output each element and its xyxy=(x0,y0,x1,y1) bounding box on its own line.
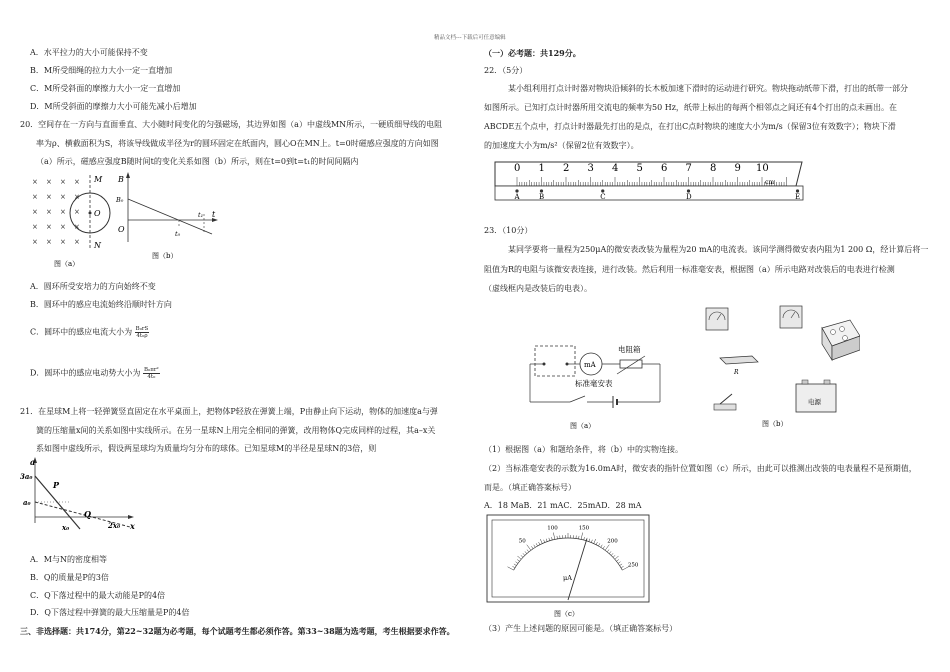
label-m: M xyxy=(94,175,103,184)
field-cross: × xyxy=(74,178,80,186)
caption-fig-a-23: 图（a） xyxy=(570,422,596,430)
prev-option-c: C．M所受斜面的摩擦力大小一定一直增加 xyxy=(30,84,181,93)
label-p: P xyxy=(53,480,60,490)
q21-option-a: A．M与N的密度相等 xyxy=(30,555,107,564)
label-n: N xyxy=(94,241,101,250)
prev-option-a: A．水平拉力的大小可能保持不变 xyxy=(30,48,148,57)
axis-t: t xyxy=(212,210,216,219)
q23-circuit-a xyxy=(525,330,675,430)
q23-figure-b xyxy=(700,300,860,430)
ruler-number: 10 xyxy=(756,163,769,174)
field-cross: × xyxy=(74,238,80,246)
tape-point-label: B xyxy=(539,193,545,201)
magnetic-field-crosses xyxy=(32,178,80,246)
ruler-number: 2 xyxy=(563,163,570,174)
q21-line-1: 21．在星球M上将一轻弹簧竖直固定在水平桌面上，把物体P轻放在弹簧上端，P由静止向下运动，物体的加速度a与弹 xyxy=(20,407,438,416)
q23-line-2: 阻值为R的电阻与该微安表连接，进行改装。然后利用一标准毫安表，根据图（a）所示电路对改装后的电表进行检测 xyxy=(484,265,895,274)
q21-option-d: D．Q下落过程中弹簧的最大压缩量是P的4倍 xyxy=(30,608,190,617)
field-cross: × xyxy=(60,238,66,246)
field-cross: × xyxy=(32,178,38,186)
q23-part2-line2: 而是。（填正确答案标号） xyxy=(484,483,576,492)
section-3-heading: 三、非选择题：共174分，第22~32题为必考题，每个试题考生都必须作答。第33~38题为选考题，考生根据要求作答。 xyxy=(20,626,455,636)
tick-3a0: 3a₀ xyxy=(20,472,33,481)
q20-option-c xyxy=(30,326,149,339)
field-cross: × xyxy=(46,223,52,231)
tick-b0: B₀ xyxy=(116,196,124,204)
ruler-unit: cm xyxy=(765,179,775,186)
field-cross: × xyxy=(32,208,38,216)
meter-tick-label: 50 xyxy=(518,538,526,545)
field-cross: × xyxy=(32,193,38,201)
tape-point-label: E xyxy=(795,193,801,201)
caption-fig-c: 图（c） xyxy=(554,610,579,618)
tick-x0: x₀ xyxy=(62,523,70,532)
meter-tick-label: 200 xyxy=(607,538,618,545)
field-cross: × xyxy=(60,208,66,216)
resistor-label: R xyxy=(734,369,739,376)
q22-line-1: 某小组利用打点计时器对物块沿倾斜的长木板加速下滑时的运动进行研究。物块拖动纸带下滑，打出的纸带一部分 xyxy=(508,84,908,93)
section-required: （一）必考题：共129分。 xyxy=(484,48,581,58)
label-q: Q xyxy=(84,509,91,519)
origin-o: O xyxy=(118,225,125,234)
q23-part2-line1: （2）当标准毫安表的示数为16.0mA时，微安表的指针位置如图（c）所示，由此可以推测出改装的电表量程不是预期值， xyxy=(484,464,917,473)
field-cross: × xyxy=(46,178,52,186)
q20-line-1: 20．空间存在一方向与直面垂直、大小随时间变化的匀强磁场，其边界如图（a）中虚线MN所示，一硬质细导线的电阻 xyxy=(20,120,443,129)
tape-point-label: C xyxy=(600,193,606,201)
q21-line-3: 系如图中虚线所示，假设两星球均为质量均匀分布的球体。已知星球M的半径是星球N的3倍，则 xyxy=(36,444,377,453)
q23-line-3: （虚线框内是改装后的电表）。 xyxy=(484,284,592,293)
q20-option-d-fraction: $\frac{\text{B₀πr²}}{\text{4t₀}}$ xyxy=(143,367,159,381)
ruler-number: 7 xyxy=(685,163,692,174)
q22-line-2: 如图所示。已知打点计时器所用交流电的频率为50 Hz，纸带上标出的每两个相邻点之间还有4个打出的点未画出。在 xyxy=(484,103,897,112)
ma-label: mA xyxy=(584,361,596,369)
std-meter-label: 标准毫安表 xyxy=(575,379,613,388)
q23-part1: （1）根据图（a）和题给条件，将（b）中的实物连接。 xyxy=(484,445,683,454)
q20-option-a: A．圆环所受安培力的方向始终不变 xyxy=(30,282,156,291)
field-cross: × xyxy=(32,238,38,246)
ruler-number: 9 xyxy=(734,163,741,174)
ruler-number: 6 xyxy=(661,163,668,174)
ruler-number: 5 xyxy=(636,163,643,174)
q20-line-2: 率为ρ、横截面积为S，将该导线做成半径为r的圆环固定在纸面内，圆心O在MN上。t=0时磁感应强度的方向如图 xyxy=(36,139,439,148)
tick-2x0: 2x₀ xyxy=(108,521,121,530)
resistance-box-label: 电阻箱 xyxy=(618,345,641,354)
switch xyxy=(570,396,585,402)
q20-option-d-text: D．圆环中的感应电动势大小为 xyxy=(30,368,141,378)
label-o: O xyxy=(94,209,101,218)
tick-t0: t₀ xyxy=(175,230,181,238)
q21-a-x-graph xyxy=(20,455,140,535)
milliammeter-object xyxy=(780,306,802,328)
tape-point-label: A xyxy=(514,193,520,201)
field-cross: × xyxy=(60,178,66,186)
ruler-number: 8 xyxy=(710,163,717,174)
ruler-number: 4 xyxy=(612,163,619,174)
resistance-box-object xyxy=(822,320,860,360)
q21-option-c: C．Q下落过程中的最大动能是P的4倍 xyxy=(30,591,166,600)
prev-option-b: B．M所受细绳的拉力大小一定一直增加 xyxy=(30,66,173,75)
q23-line-1: 某同学要将一量程为250μA的微安表改装为量程为20 mA的电流表。该同学测得微安表内阻为1 200 Ω，经计算后将一 xyxy=(508,245,929,254)
meter-tick-label: 250 xyxy=(627,562,639,569)
switch-object xyxy=(714,394,736,410)
power-label: 电源 xyxy=(808,398,821,406)
caption-fig-a: 图（a） xyxy=(54,260,80,268)
field-cross: × xyxy=(74,193,80,201)
field-cross: × xyxy=(74,223,80,231)
q20-option-d xyxy=(30,367,160,380)
prev-option-d: D．M所受斜面的摩擦力大小可能先减小后增加 xyxy=(30,102,197,111)
meter-tick-label: 150 xyxy=(578,525,590,532)
resistance-box xyxy=(620,360,642,368)
field-cross: × xyxy=(60,193,66,201)
q22-title: 22．（5分） xyxy=(484,66,528,75)
field-cross: × xyxy=(32,223,38,231)
caption-fig-b: 图（b） xyxy=(152,252,178,260)
q23-part3: （3）产生上述问题的原因可能是。（填正确答案标号） xyxy=(484,624,678,633)
field-cross: × xyxy=(46,208,52,216)
axis-a: a xyxy=(30,457,36,467)
tape-point-label: D xyxy=(686,193,692,201)
ruler-number: 1 xyxy=(538,163,545,174)
q20-figure-b xyxy=(112,170,222,265)
axis-b: B xyxy=(118,175,124,184)
q20-option-b: B．圆环中的感应电流始终沿顺时针方向 xyxy=(30,300,172,309)
q22-line-3: ABCDE五个点中，打点计时器最先打出的是点，在打出C点时物块的速度大小为m/s（保留3位有效数字）；物块下滑 xyxy=(484,122,896,131)
q20-line-3: （a）所示，磁感应强度B随时间t的变化关系如图（b）所示，则在t=0到t=t₁的时间间隔内 xyxy=(36,157,359,166)
field-cross: × xyxy=(46,193,52,201)
q21-option-b: B．Q的质量是P的3倍 xyxy=(30,573,109,582)
q23-meter-c xyxy=(484,512,654,622)
q20-option-c-fraction: $\frac{\text{B₀rS}}{\text{4t₀ρ}}$ xyxy=(135,326,149,340)
q23-choices: A．18 MaB．21 mAC．25mAD．28 mA xyxy=(484,501,642,510)
ruler-number: 0 xyxy=(514,163,521,174)
meter-unit: μA xyxy=(563,574,572,582)
power-source-object xyxy=(796,380,836,412)
microammeter-object xyxy=(706,308,728,330)
q21-line-2: 簧的压缩量x间的关系如图中实线所示。在另一星球N上用完全相同的弹簧，改用物体Q完成同样的过程，其a–x关 xyxy=(36,426,436,435)
q22-line-4: 的加速度大小为m/s²（保留2位有效数字）。 xyxy=(484,141,639,150)
meter-tick-label: 100 xyxy=(547,525,558,532)
tick-t1: t₁ xyxy=(198,211,204,219)
caption-fig-b-23: 图（b） xyxy=(762,420,788,428)
field-cross: × xyxy=(46,238,52,246)
page-header: 精品文档---下载后可任意编辑 xyxy=(434,35,506,41)
axis-x: x xyxy=(130,521,135,531)
field-cross: × xyxy=(74,208,80,216)
field-cross: × xyxy=(60,223,66,231)
q23-title: 23．（10分） xyxy=(484,226,533,235)
q20-option-c-text: C．圆环中的感应电流大小为 xyxy=(30,327,133,337)
q22-ruler-tape xyxy=(490,158,810,218)
modified-meter-box xyxy=(535,346,575,376)
ruler-number: 3 xyxy=(587,163,594,174)
resistor-object xyxy=(720,356,758,376)
tick-a0: a₀ xyxy=(23,498,31,507)
